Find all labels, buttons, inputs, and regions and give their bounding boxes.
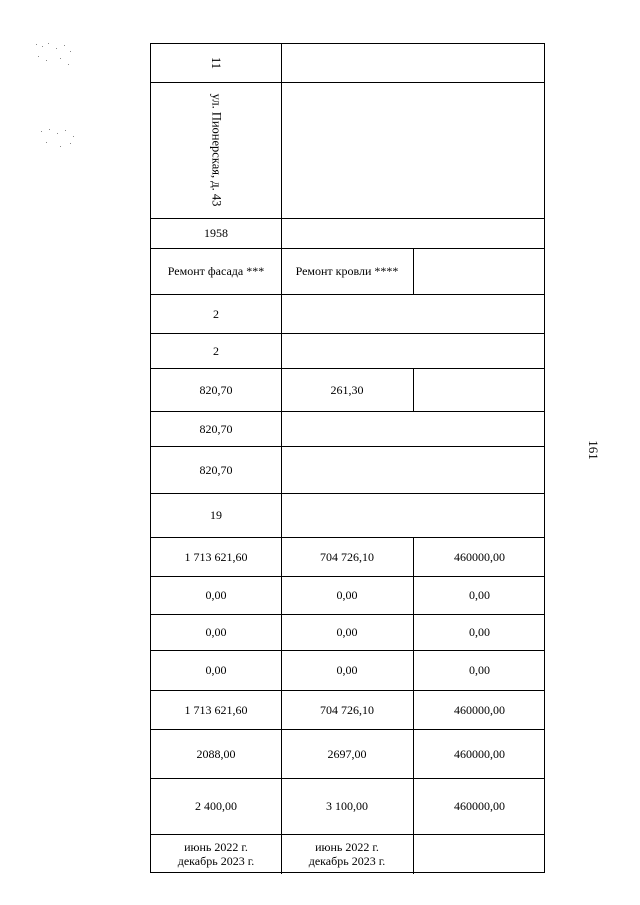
table-cell [413,834,546,874]
table-cell: 261,30 [330,382,364,397]
table-cell: Ремонт фасада *** [167,264,265,278]
table-cell [281,411,546,446]
table-cell: 2088,00 [196,746,236,761]
table-cell: 704 726,10 [320,702,374,717]
table-cell: 820,70 [199,462,233,477]
data-table [150,43,545,873]
table-cell: 0,00 [469,625,490,639]
table-cell: ул. Пионерская, д. 43 [208,93,223,207]
table-cell: июнь 2022 г. декабрь 2023 г. [308,840,386,868]
table-cell: 2 [213,306,219,321]
table-cell: 3 100,00 [326,799,368,813]
table-cell [281,446,546,493]
table-cell: 0,00 [205,625,227,639]
table-cell: 2697,00 [327,746,367,761]
table-cell [281,218,546,248]
table-cell: 0,00 [336,588,358,602]
table-cell: 0,00 [469,663,490,677]
table-cell: июнь 2022 г. декабрь 2023 г. [177,840,255,868]
page-number: 161 [586,440,601,460]
table-cell [281,82,546,218]
scan-artifact-middle [40,128,80,152]
table-cell [281,294,546,333]
table-cell: 2 400,00 [195,799,237,813]
table-cell: 0,00 [205,663,227,677]
table-cell: 0,00 [469,588,490,602]
table-cell: 1958 [204,226,228,240]
table-cell: 0,00 [205,588,227,602]
scan-artifact-top [34,42,74,72]
table-cell: 460000,00 [454,702,505,717]
table-cell [281,333,546,368]
table-cell: 460000,00 [454,799,505,813]
table-cell: Ремонт кровли **** [295,264,399,278]
table-cell: 0,00 [336,663,358,677]
table-cell: 1 713 621,60 [184,702,248,717]
table-cell [281,44,546,82]
table-cell [413,248,546,294]
table-cell [281,493,546,537]
table-cell: 1 713 621,60 [184,549,248,564]
table-cell: 0,00 [336,625,358,639]
table-cell: 704 726,10 [320,549,374,564]
table-cell: 460000,00 [454,746,505,761]
table-cell: 11 [208,56,223,70]
table-cell: 460000,00 [454,549,505,564]
table-cell: 2 [213,343,219,358]
table-cell: 820,70 [199,382,233,397]
table-cell: 19 [210,508,222,522]
table-cell [413,368,546,411]
table-cell: 820,70 [199,421,233,436]
